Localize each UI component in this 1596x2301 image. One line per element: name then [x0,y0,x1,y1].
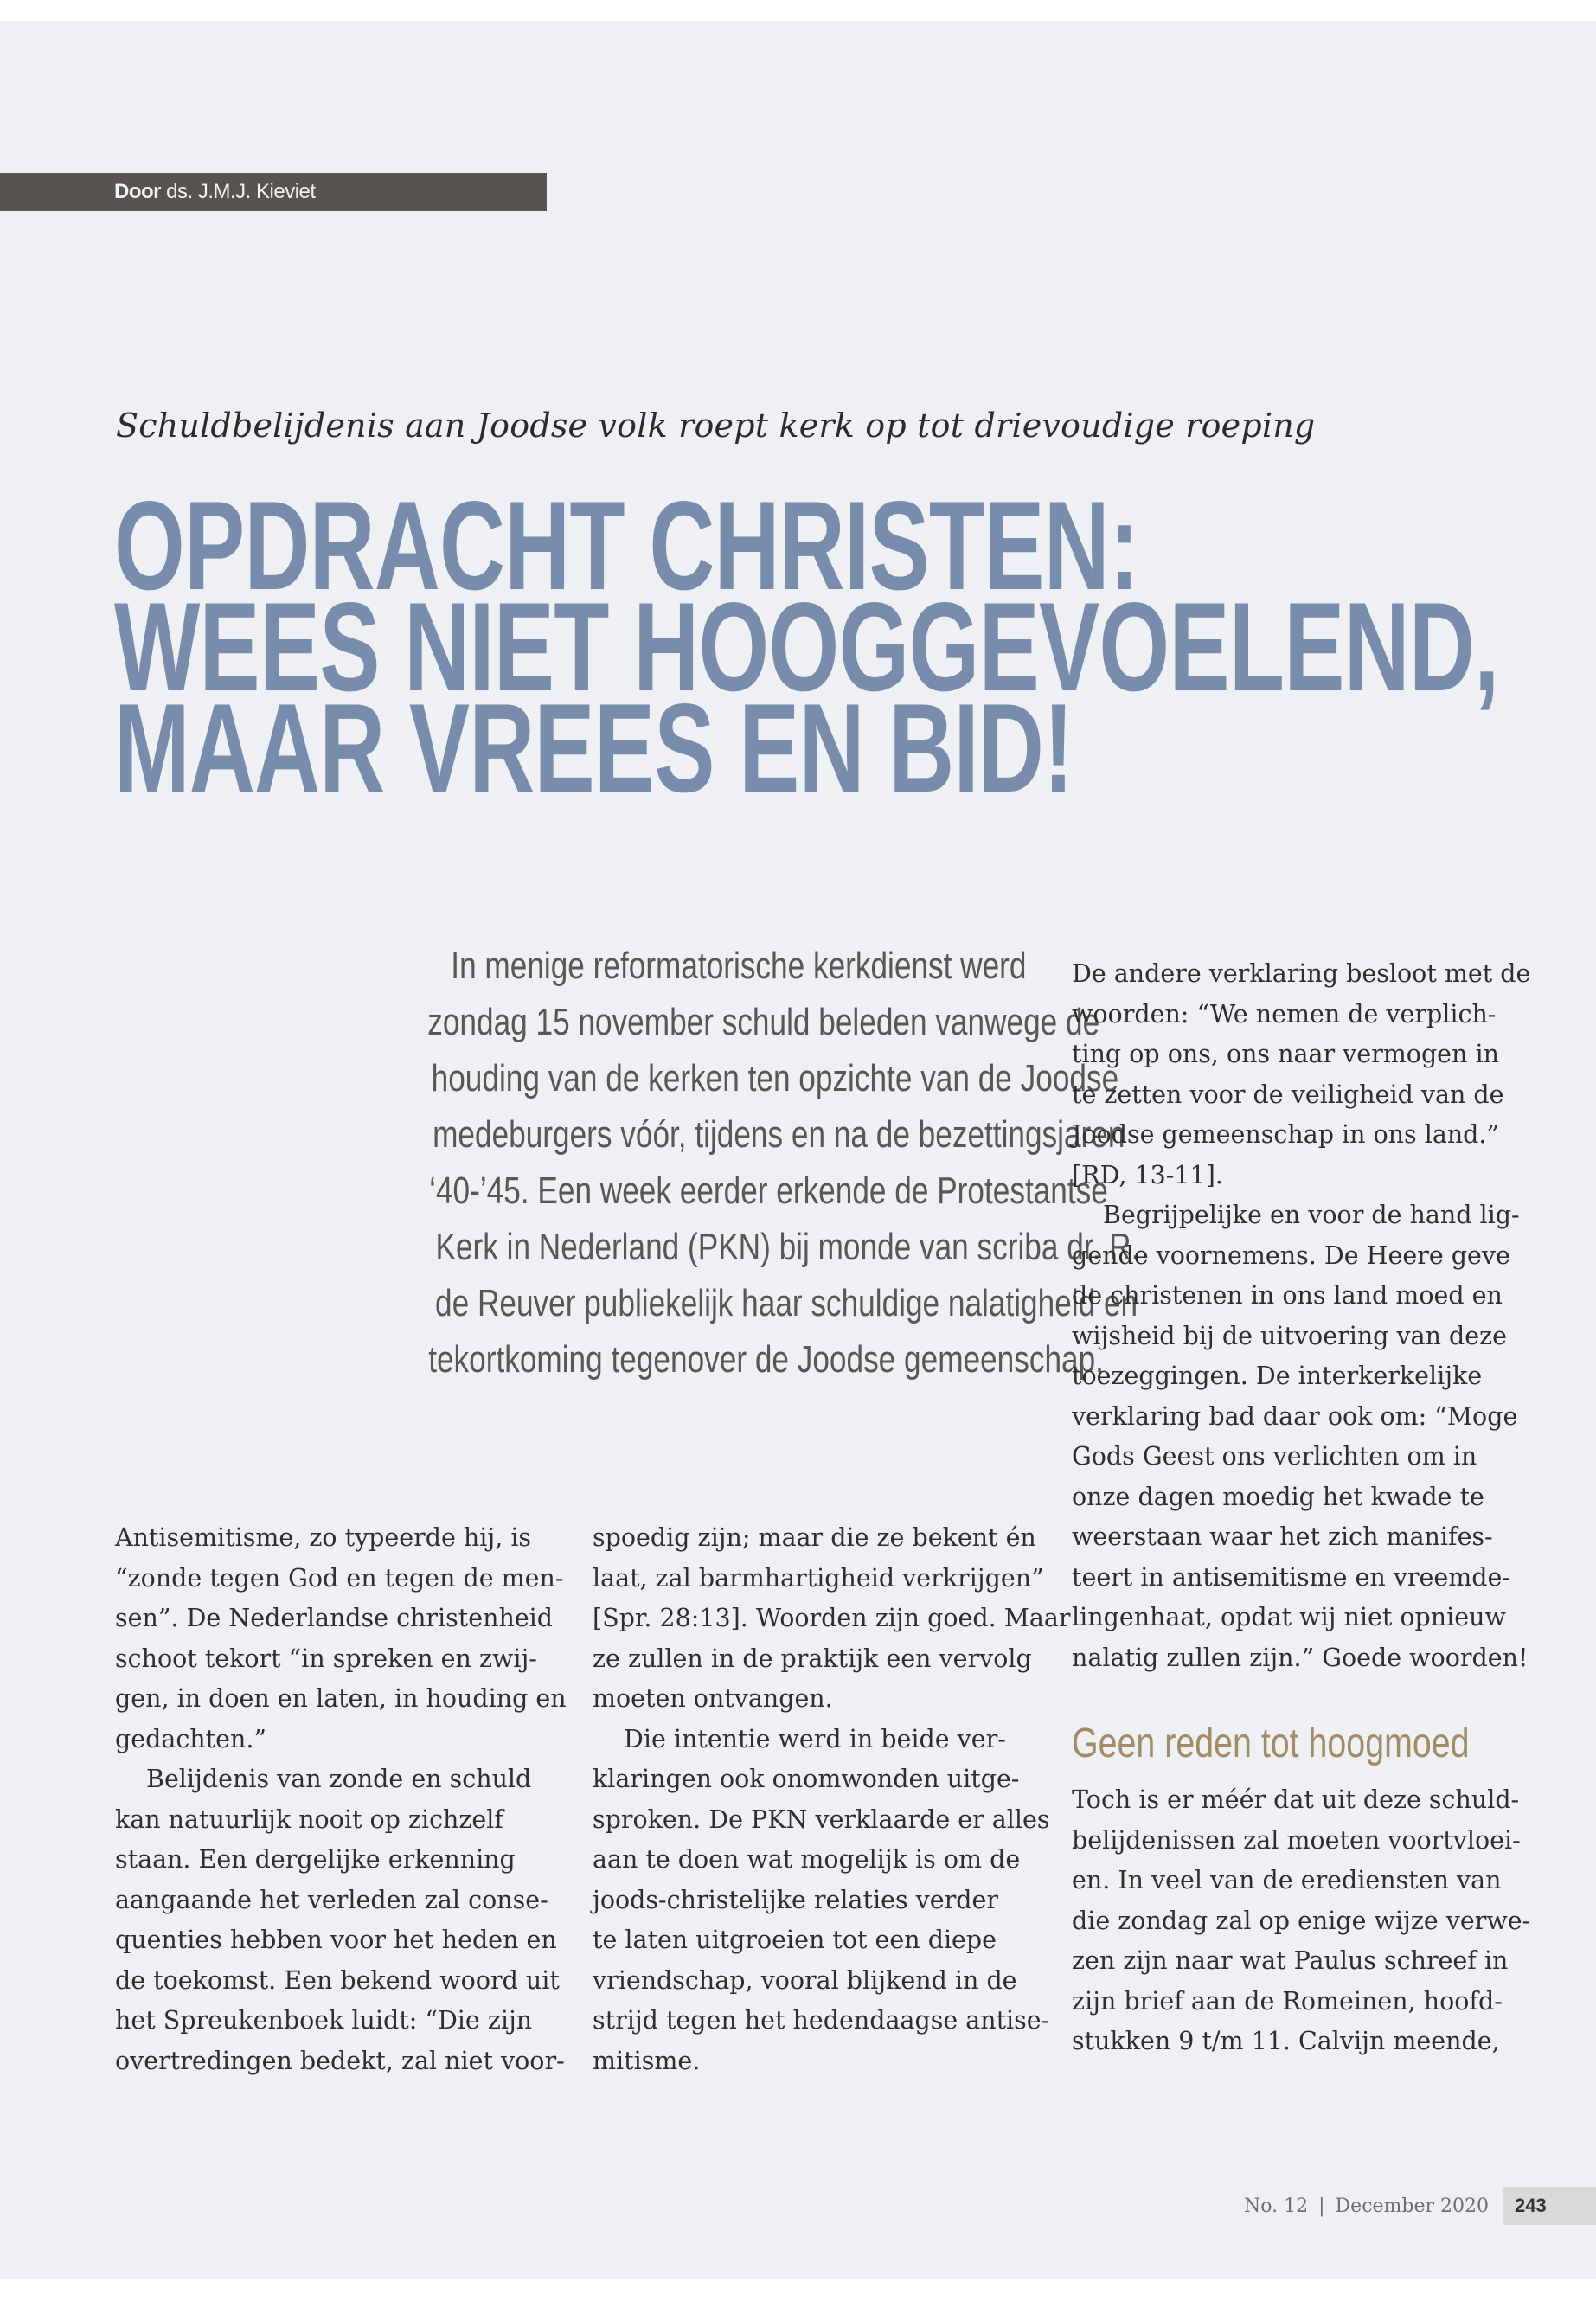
body-line: die zondag zal op enige wijze verwe- [1072,1906,1531,1935]
body-line: woorden: “We nemen de verplich- [1072,999,1497,1029]
body-column-1 [115,1518,567,2081]
body-line: moeten ontvangen. [593,1684,833,1713]
body-line: sproken. De PKN verklaarde er alles [593,1804,1050,1834]
body-line: overtredingen bedekt, zal niet voor- [115,2046,565,2075]
body-line: teert in antisemitisme en vreemde- [1072,1562,1511,1592]
intro-paragraph [260,938,1140,1388]
body-line: belijdenissen zal moeten voortvloei- [1072,1825,1521,1855]
body-line: staan. Een dergelijke erkenning [115,1845,516,1874]
intro-line: Kerk in Nederland (PKN) bij monde van scriba dr. R. [435,1226,1140,1268]
body-line: de christenen in ons land moed en [1072,1281,1503,1310]
body-line: Belijdenis van zonde en schuld [146,1765,532,1793]
author-prefix: Door [114,180,161,203]
section-heading: Geen reden tot hoogmoed [1072,1721,1470,1766]
footer-separator: | [1318,2195,1325,2217]
body-line: gedachten.” [115,1724,266,1753]
intro-line: de Reuver publiekelijk haar schuldige nalatigheid en [435,1282,1138,1324]
body-line: te zetten voor de veiligheid van de [1072,1080,1504,1109]
body-line: zen zijn naar wat Paulus schreef in [1072,1946,1509,1975]
body-line: ting op ons, ons naar vermogen in [1072,1040,1499,1068]
body-line: en. In veel van de erediensten van [1072,1866,1502,1894]
body-line: [RD, 13-11]. [1072,1160,1223,1189]
body-line: zijn brief aan de Romeinen, hoofd- [1072,1986,1503,2016]
body-line: Begrijpelijke en voor de hand lig- [1103,1201,1520,1229]
body-line: “zonde tegen God en tegen de men- [115,1563,564,1593]
body-line: onze dagen moedig het kwade te [1072,1482,1484,1511]
body-line: Die intentie werd in beide ver- [624,1724,1006,1753]
footer-date: December 2020 [1335,2195,1489,2217]
body-line: Gods Geest ons verlichten om in [1072,1442,1477,1471]
body-line: nalatig zullen zijn.” Goede woorden! [1072,1643,1529,1672]
body-line: quenties hebben voor het heden en [115,1926,557,1954]
page-number: 243 [1503,2187,1596,2225]
body-line: Toch is er méér dat uit deze schuld- [1072,1785,1520,1814]
article-headline [114,475,1499,818]
body-line: gen, in doen en laten, in houding en [115,1684,567,1713]
body-line: spoedig zijn; maar die ze bekent én [593,1523,1036,1552]
body-line: vriendschap, vooral blijkend in de [593,1965,1017,1995]
page-footer [1244,2187,1596,2225]
article-subtitle: Schuldbelijdenis aan Joodse volk roept kerk op tot drievoudige roeping [116,407,1316,445]
body-line: aan te doen wat mogelijk is om de [593,1845,1021,1874]
body-line: de toekomst. Een bekend woord uit [115,1965,560,1995]
body-line: schoot tekort “in spreken en zwij- [115,1644,537,1673]
intro-line: houding van de kerken ten opzichte van de Joodse [431,1057,1119,1099]
body-line: laat, zal barmhartigheid verkrijgen” [593,1563,1044,1593]
body-line: mitisme. [593,2046,701,2075]
body-line: strijd tegen het hedendaagse antise- [593,2006,1050,2035]
headline-line: MAAR VREES EN BID! [114,677,1074,818]
body-line: ze zullen in de praktijk een vervolg [593,1644,1032,1673]
body-line: toezeggingen. De interkerkelijke [1072,1362,1483,1390]
body-line: gende voornemens. De Heere geve [1072,1240,1510,1270]
body-line: wijsheid bij de uitvoering van deze [1072,1321,1507,1350]
body-line: aangaande het verleden zal conse- [115,1885,548,1914]
body-line: te laten uitgroeien tot een diepe [593,1926,997,1954]
body-column-3 [1072,954,1556,2062]
body-line: kan natuurlijk nooit op zichzelf [115,1804,503,1834]
body-column-2 [593,1518,1071,2081]
body-line: Joodse gemeenschap in ons land.” [1072,1120,1500,1149]
headline-line: WEES NIET HOOGGEVOELEND, [114,576,1499,717]
body-line: [Spr. 28:13]. Woorden zijn goed. Maar [593,1604,1071,1632]
intro-line: zondag 15 november schuld beleden vanwege de [427,1001,1100,1043]
body-line: joods-christelijke relaties verder [593,1885,998,1914]
body-line: weerstaan waar het zich manifes- [1072,1522,1493,1551]
body-line: stukken 9 t/m 11. Calvijn meende, [1072,2027,1500,2055]
footer-issue: No. 12 [1244,2195,1309,2217]
author-name: ds. J.M.J. Kieviet [166,180,316,203]
body-line: lingenhaat, opdat wij niet opnieuw [1072,1603,1506,1631]
intro-line: In menige reformatorische kerkdienst werd [450,945,1026,987]
body-line: Antisemitisme, zo typeerde hij, is [115,1523,532,1552]
intro-line: tekortkoming tegenover de Joodse gemeenschap. [428,1338,1104,1381]
body-line: sen”. De Nederlandse christenheid [115,1604,554,1632]
author-byline [0,173,547,211]
body-line: het Spreukenboek luidt: “Die zijn [115,2006,533,2035]
body-line: De andere verklaring besloot met de [1072,959,1531,988]
magazine-page [0,21,1596,2279]
intro-line: medeburgers vóór, tijdens en na de bezettingsjaren [433,1113,1125,1156]
body-line: verklaring bad daar ook om: “Moge [1072,1401,1518,1431]
headline-line: OPDRACHT CHRISTEN: [114,475,1139,616]
body-line: klaringen ook onomwonden uitge- [593,1765,1020,1793]
intro-line: ‘40-’45. Een week eerder erkende de Protestantse [429,1170,1108,1212]
